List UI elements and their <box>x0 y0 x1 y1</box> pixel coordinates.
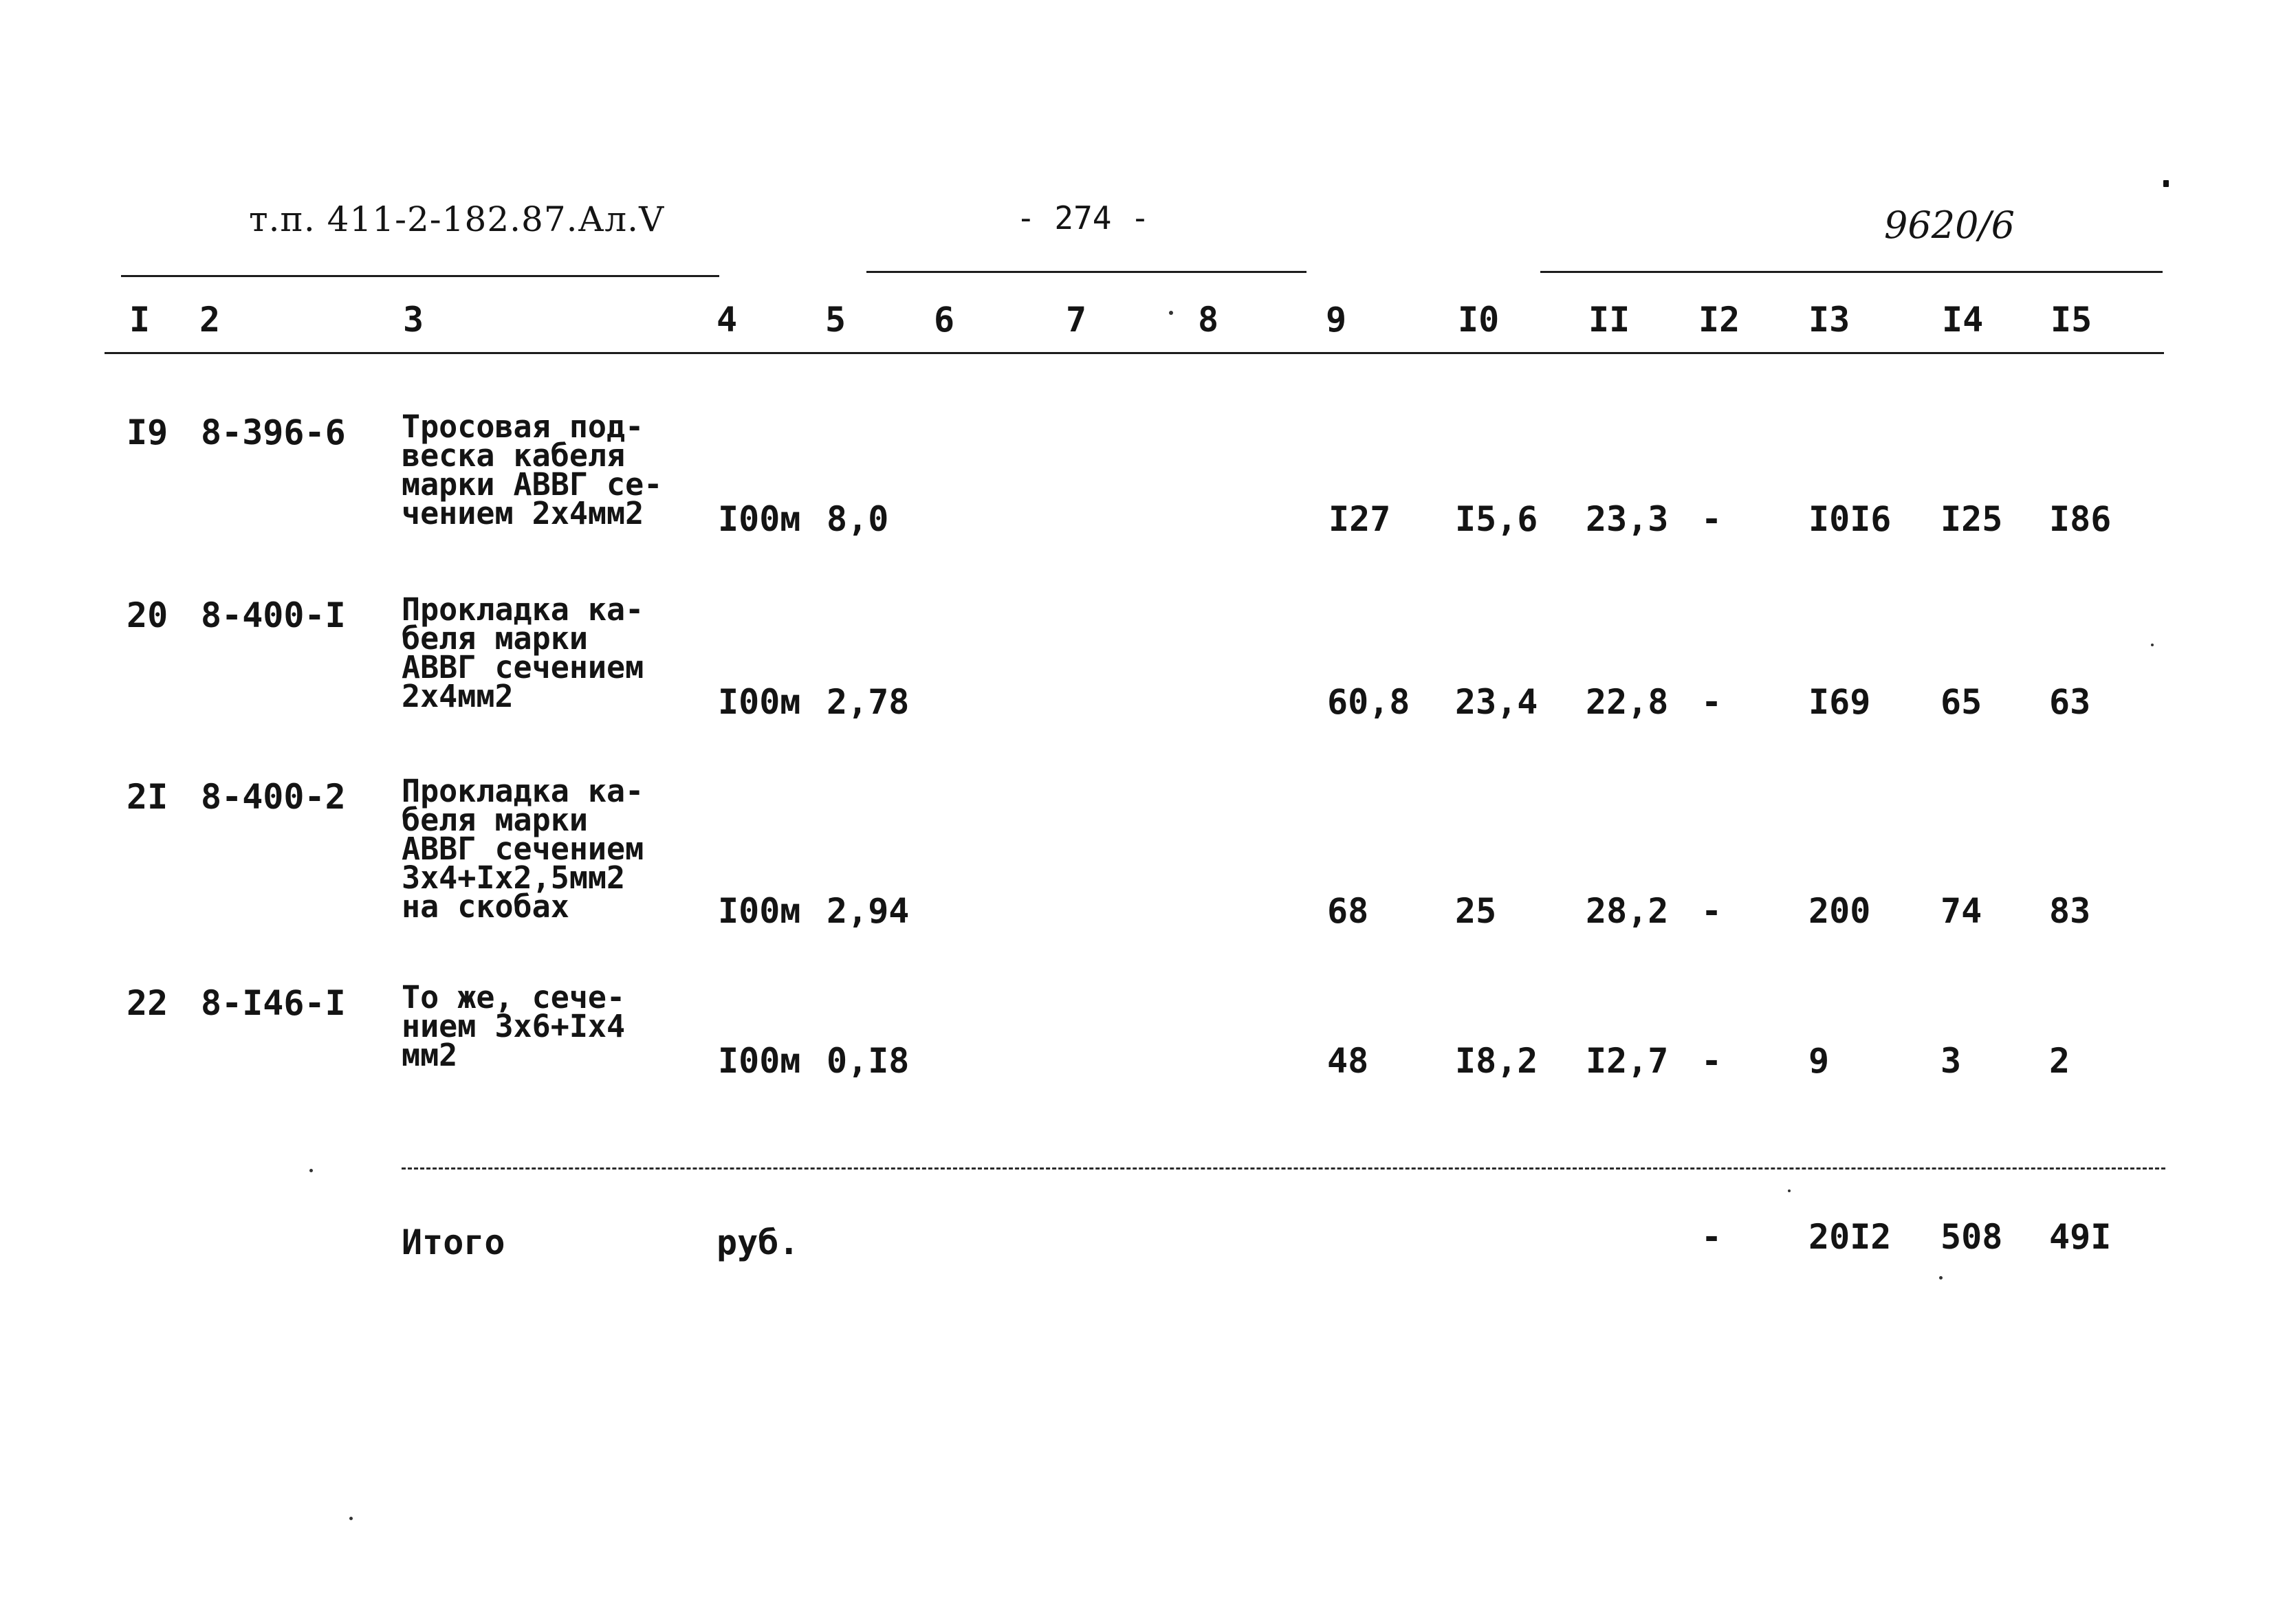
value-col12: - <box>1701 891 1723 931</box>
column-number: I5 <box>2051 300 2092 340</box>
header-top-rule-right <box>1540 271 2163 273</box>
unit: I00м <box>718 499 801 539</box>
scan-speck <box>2151 644 2154 646</box>
document-code: 9620/6 <box>1884 204 2015 247</box>
value-col15: 83 <box>2049 891 2091 931</box>
scan-speck <box>1939 1276 1943 1280</box>
scan-speck <box>1788 1189 1791 1192</box>
rate-code: 8-400-I <box>201 595 346 635</box>
column-number: 8 <box>1198 300 1219 340</box>
quantity: 0,I8 <box>827 1041 910 1081</box>
header-top-rule-middle <box>866 271 1307 273</box>
column-number: II <box>1588 300 1630 340</box>
unit: I00м <box>718 891 801 931</box>
value-col11: 28,2 <box>1586 891 1669 931</box>
value-col12: - <box>1701 499 1723 539</box>
column-number: I2 <box>1698 300 1740 340</box>
total-col12: - <box>1701 1217 1723 1257</box>
work-description: Прокладка ка- беля марки АВВГ сечением 3х4+Iх2,5мм2 на скобах <box>402 773 644 925</box>
total-col14: 508 <box>1940 1217 2003 1257</box>
value-col10: I5,6 <box>1455 499 1538 539</box>
quantity: 2,94 <box>827 891 910 931</box>
value-col13: I69 <box>1808 682 1871 722</box>
value-col11: 23,3 <box>1586 499 1669 539</box>
scan-speck <box>1169 311 1173 315</box>
value-col13: 9 <box>1808 1041 1830 1081</box>
column-number: 4 <box>717 300 738 340</box>
value-col15: 63 <box>2049 682 2091 722</box>
work-description: Тросовая под- веска кабеля марки АВВГ се- чением 2х4мм2 <box>402 408 663 531</box>
value-col14: 3 <box>1940 1041 1962 1081</box>
column-header-bottom-rule <box>105 352 2164 354</box>
column-number: 2 <box>199 300 221 340</box>
total-col15: 49I <box>2049 1217 2112 1257</box>
value-col13: I0I6 <box>1808 499 1892 539</box>
value-col14: 65 <box>1940 682 1982 722</box>
header-top-rule-left <box>121 275 719 277</box>
column-number: I <box>129 300 151 340</box>
rate-code: 8-400-2 <box>201 777 346 817</box>
total-col13: 20I2 <box>1808 1217 1892 1257</box>
scan-speck <box>309 1169 313 1172</box>
quantity: 8,0 <box>827 499 889 539</box>
rate-code: 8-396-6 <box>201 413 346 452</box>
value-col12: - <box>1701 1041 1723 1081</box>
value-col11: 22,8 <box>1586 682 1669 722</box>
value-col15: 2 <box>2049 1041 2070 1081</box>
value-col15: I86 <box>2049 499 2112 539</box>
value-col10: I8,2 <box>1455 1041 1538 1081</box>
document-reference: т.п. 411-2-182.87.Ал.V <box>249 199 665 239</box>
total-unit: руб. <box>717 1222 800 1262</box>
total-label: Итого <box>402 1222 505 1262</box>
value-col13: 200 <box>1808 891 1871 931</box>
column-number: I3 <box>1808 300 1850 340</box>
scan-speck <box>349 1517 353 1520</box>
row-number: 20 <box>127 595 168 635</box>
value-col9: 48 <box>1327 1041 1369 1081</box>
total-separator-rule <box>402 1167 2165 1170</box>
column-number: 6 <box>934 300 955 340</box>
rate-code: 8-I46-I <box>201 983 346 1023</box>
column-number: 9 <box>1326 300 1347 340</box>
column-number: 3 <box>403 300 424 340</box>
value-col14: 74 <box>1940 891 1982 931</box>
unit: I00м <box>718 682 801 722</box>
value-col9: 60,8 <box>1327 682 1410 722</box>
column-number: I0 <box>1458 300 1500 340</box>
column-number: I4 <box>1942 300 1984 340</box>
column-number: 5 <box>825 300 846 340</box>
work-description: Прокладка ка- беля марки АВВГ сечением 2х4мм2 <box>402 591 644 714</box>
quantity: 2,78 <box>827 682 910 722</box>
value-col12: - <box>1701 682 1723 722</box>
row-number: 2I <box>127 777 168 817</box>
page-number: - 274 - <box>1016 199 1150 237</box>
row-number: 22 <box>127 983 168 1023</box>
scan-speck <box>2163 180 2169 187</box>
value-col10: 23,4 <box>1455 682 1538 722</box>
work-description: То же, сече- нием 3х6+Iх4 мм2 <box>402 979 626 1073</box>
unit: I00м <box>718 1041 801 1081</box>
row-number: I9 <box>127 413 168 452</box>
value-col14: I25 <box>1940 499 2003 539</box>
value-col9: I27 <box>1329 499 1391 539</box>
value-col9: 68 <box>1327 891 1369 931</box>
value-col11: I2,7 <box>1586 1041 1669 1081</box>
column-number: 7 <box>1066 300 1087 340</box>
value-col10: 25 <box>1455 891 1497 931</box>
